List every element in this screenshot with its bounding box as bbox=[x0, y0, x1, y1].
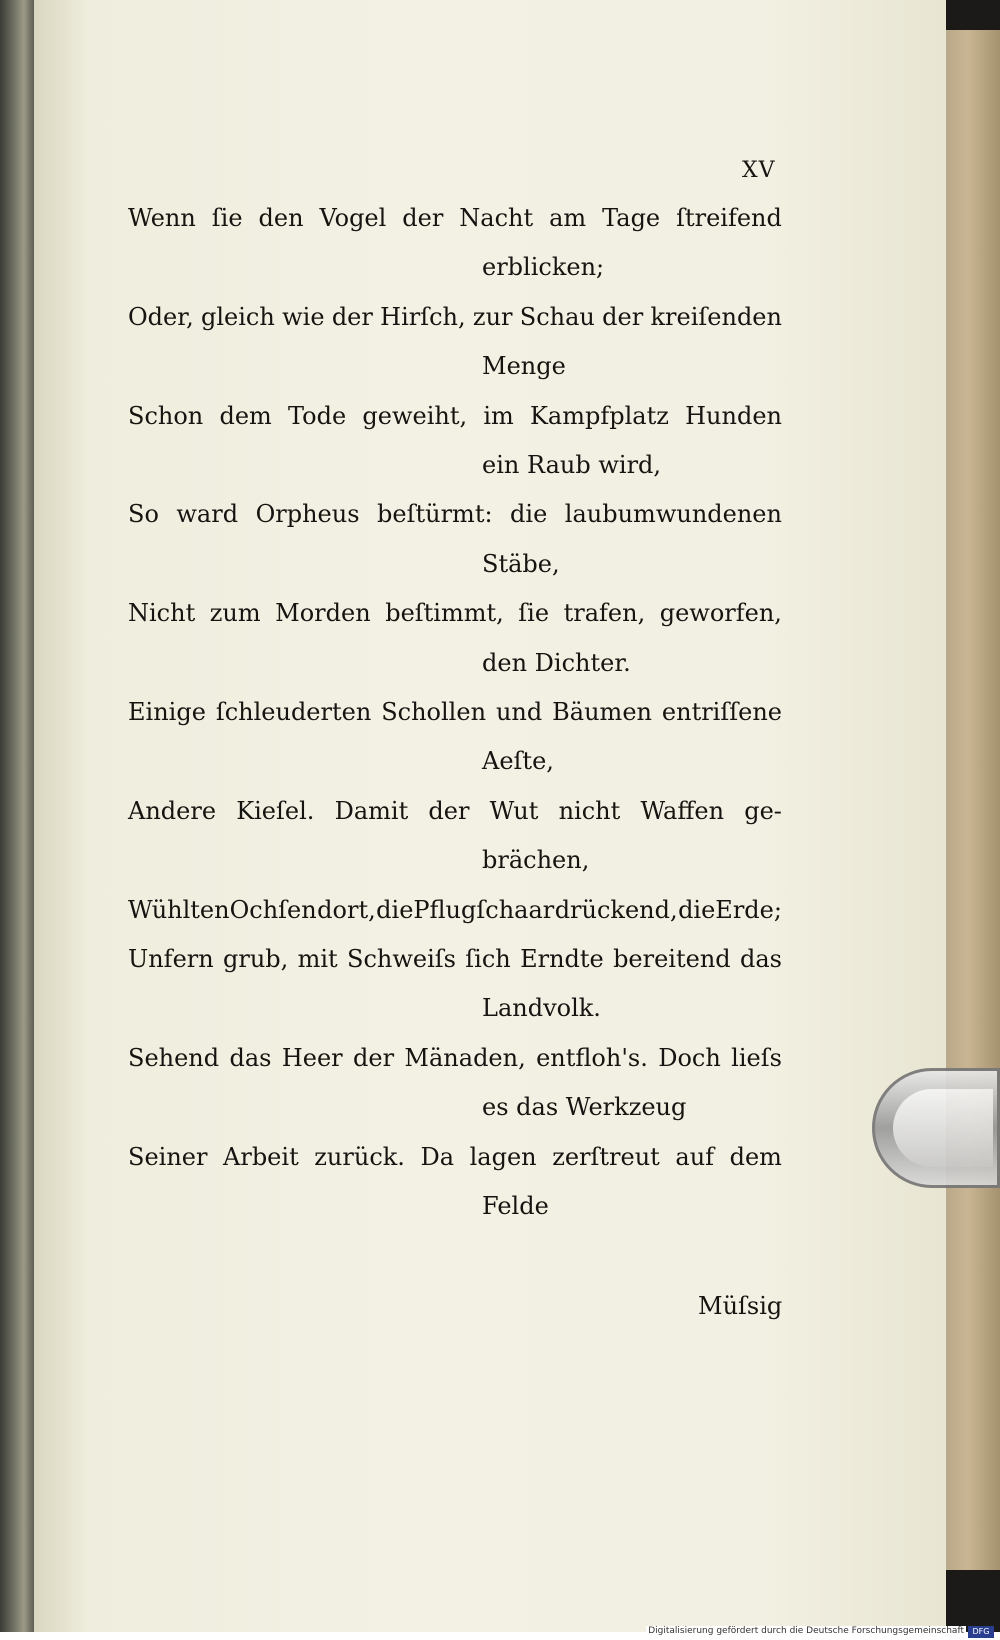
verse-continuation: brächen, bbox=[482, 846, 590, 874]
verse-line: Schon dem Tode geweiht, im Kampfplatz Hunden bbox=[128, 402, 782, 430]
catchword: Müſsig bbox=[698, 1292, 783, 1320]
page-clip bbox=[872, 1068, 1000, 1188]
verse-continuation: Landvolk. bbox=[482, 994, 601, 1022]
verse-continuation: Felde bbox=[482, 1192, 549, 1220]
dfg-logo: DFG bbox=[968, 1626, 994, 1638]
verse-line: Oder, gleich wie der Hirſch, zur Schau der kreiſenden bbox=[128, 303, 782, 331]
verse-line: Seiner Arbeit zurück. Da lagen zerſtreut auf dem bbox=[128, 1143, 782, 1171]
verse-line: Andere Kieſel. Damit der Wut nicht Waffen ge- bbox=[128, 797, 782, 825]
verse-continuation: Menge bbox=[482, 352, 566, 380]
verse-line: Sehend das Heer der Mänaden, entfloh's. Doch lieſs bbox=[128, 1044, 782, 1072]
verse-line: WühltenOchſen dort, diePflugſchaar drückend, dieErde; bbox=[128, 896, 782, 924]
verse-continuation: den Dichter. bbox=[482, 649, 631, 677]
verse-continuation: Aeſte, bbox=[482, 747, 554, 775]
footer-credit: Digitalisierung gefördert durch die Deutsche Forschungsgemeinschaft bbox=[648, 1626, 964, 1636]
verse-continuation: ein Raub wird, bbox=[482, 451, 662, 479]
verse-line: Nicht zum Morden beſtimmt, ſie trafen, geworfen, bbox=[128, 599, 782, 627]
verse-line: Wenn ſie den Vogel der Nacht am Tage ſtreifend bbox=[128, 204, 782, 232]
verse-line: So ward Orpheus beſtürmt: die laubumwundenen bbox=[128, 500, 782, 528]
verse-continuation: es das Werkzeug bbox=[482, 1093, 687, 1121]
verse-continuation: erblicken; bbox=[482, 253, 605, 281]
page-stack-edge bbox=[946, 30, 1000, 1570]
page-number: XV bbox=[742, 158, 776, 183]
verse-line: Einige ſchleuderten Schollen und Bäumen entriſſene bbox=[128, 698, 782, 726]
verse-continuation: Stäbe, bbox=[482, 550, 560, 578]
book-spine-edge bbox=[0, 0, 34, 1632]
verse-line: Unfern grub, mit Schweiſs ſich Erndte bereitend das bbox=[128, 945, 782, 973]
